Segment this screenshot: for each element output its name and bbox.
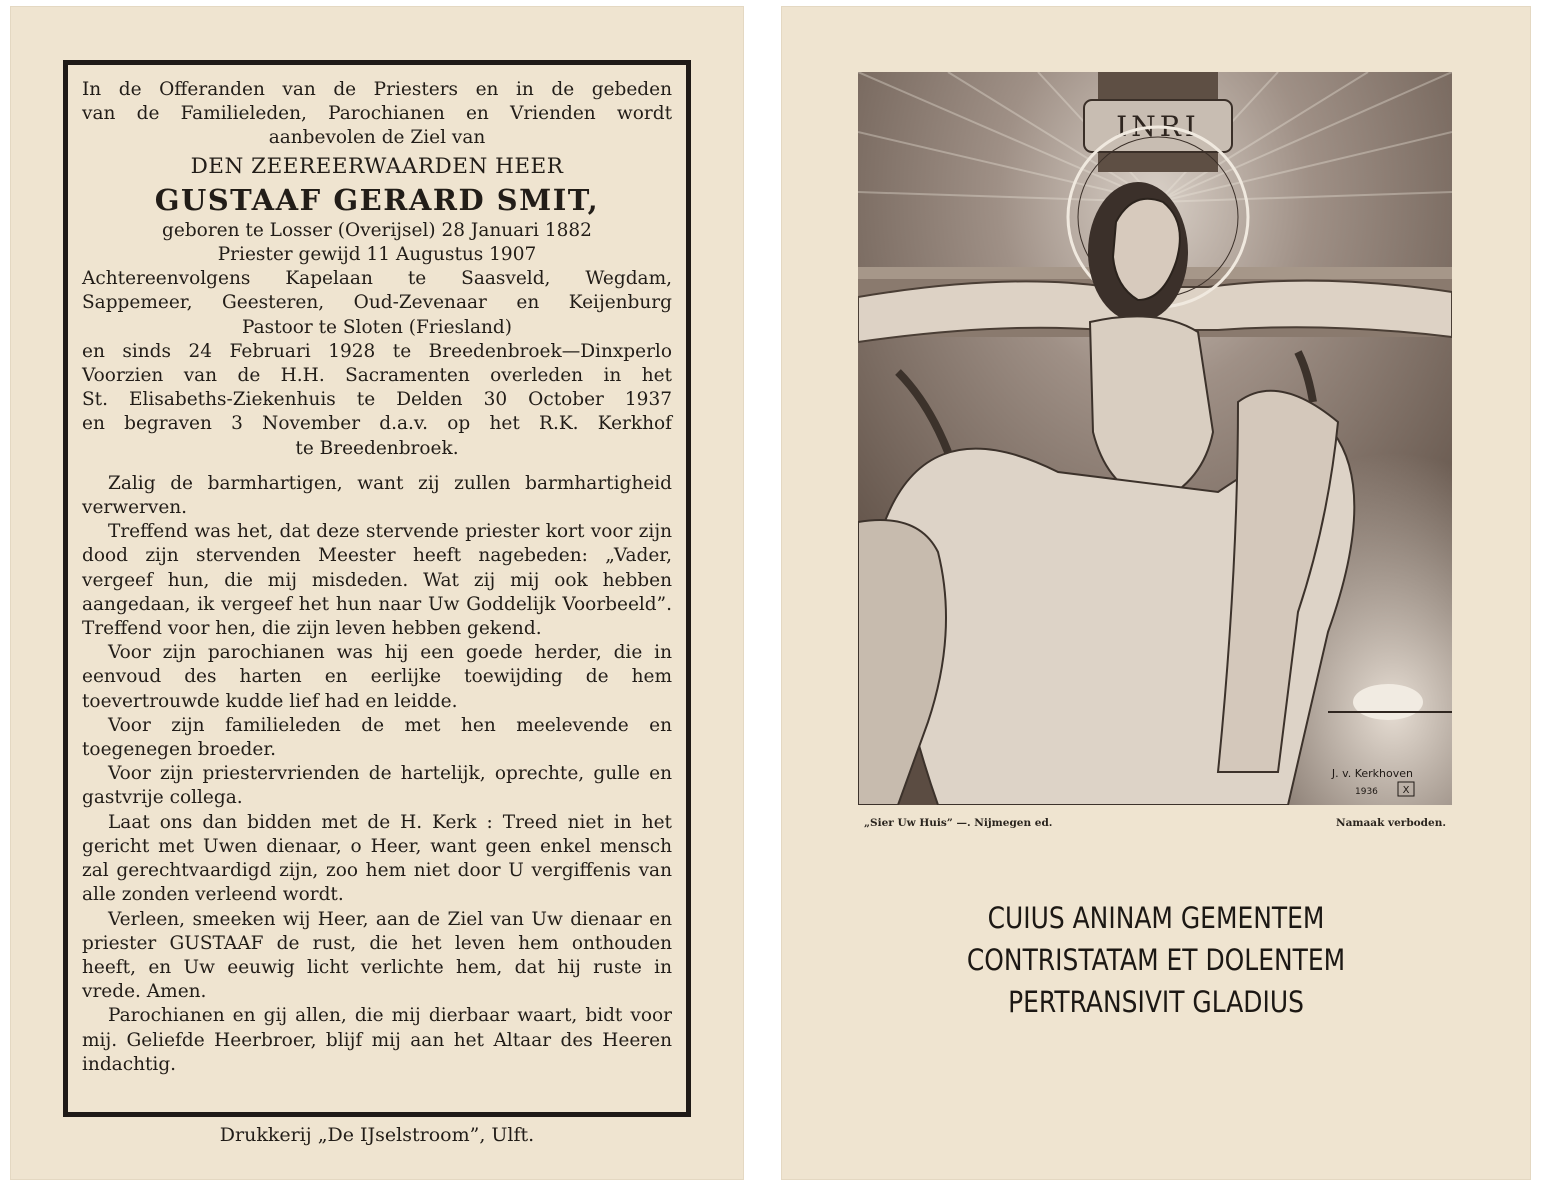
signature-numeral: X	[1402, 785, 1410, 796]
biography-line: Voorzien van de H.H. Sacramenten overleden in het	[82, 365, 672, 387]
copyright-caption: Namaak verboden.	[1335, 817, 1446, 829]
prayer-paragraph: Laat ons dan bidden met de H. Kerk : Treed niet in het gericht met Uwen dienaar, o Heer, want geen enkel mensch zal gerechtvaardigd zijn, zoo hem niet door U vergiffenis van alle zonden verleend wordt.	[82, 811, 672, 906]
biography-line: Pastoor te Sloten (Friesland)	[242, 316, 512, 338]
prayer-paragraph: Zalig de barmhartigen, want zij zullen barmhartigheid verwerven.	[82, 472, 672, 519]
biography-line: Priester gewijd 11 Augustus 1907	[217, 244, 537, 266]
prayer-paragraph: Parochianen en gij allen, die mij dierbaar waart, bidt voor mij. Geliefde Heerbroer, blijf mij aan het Altaar des Heeren indachtig.	[82, 1005, 672, 1075]
intro-line: van de Familieleden, Parochianen en Vrienden wordt	[82, 103, 672, 125]
intro-line: aanbevolen de Ziel van	[268, 127, 486, 149]
biography-line: St. Elisabeths-Ziekenhuis te Delden 30 October 1937	[82, 389, 672, 411]
intro-line: In de Offeranden van de Priesters en in de gebeden	[82, 79, 672, 100]
publisher-caption: „Sier Uw Huis” —. Nijmegen ed.	[864, 817, 1053, 829]
crucifixion-illustration	[858, 72, 1452, 805]
biography-line: Sappemeer, Geesteren, Oud-Zevenaar en Keijenburg	[82, 292, 672, 314]
biography-line: en sinds 24 Februari 1928 te Breedenbroek—Dinxperlo	[82, 340, 672, 362]
biography-line: Achtereenvolgens Kapelaan te Saasveld, Wegdam,	[82, 268, 672, 290]
honorific-title: DEN ZEEREERWAARDEN HEER	[190, 153, 564, 179]
biography-line: en begraven 3 November d.a.v. op het R.K. Kerkhof	[82, 413, 672, 435]
prayer-paragraph: Treffend was het, dat deze stervende priester kort voor zijn dood zijn stervenden Meester heeft nagebeden: „Vader, vergeef hun, die mij misdeden. Wat zij mij ook hebben aangedaan, ik vergeef het hun naar Uw Goddelijk Voorbeeld”. Treffend voor hen, die zijn leven hebben gekend.	[82, 521, 672, 640]
latin-inscription	[834, 897, 1477, 1023]
memorial-card-text-side	[11, 7, 743, 1179]
prayer-paragraph: Verleen, smeeken wij Heer, aan de Ziel van Uw dienaar en priester GUSTAAF de rust, die het leven hem onthouden heeft, en Uw eeuwig licht verlichte hem, dat hij ruste in vrede. Amen.	[82, 908, 672, 1003]
signature-year: 1936	[1355, 787, 1378, 797]
prayer-paragraph: Voor zijn priestervrienden de hartelijk, oprechte, gulle en gastvrije collega.	[82, 763, 672, 809]
memorial-card-image-side	[782, 7, 1530, 1179]
biography-line: geboren te Losser (Overijsel) 28 Januari 1882	[162, 219, 592, 241]
rising-sun	[1353, 684, 1423, 720]
inri-inscription: INRI	[1116, 110, 1200, 143]
prayer-paragraph: Voor zijn parochianen was hij een goede herder, die in eenvoud des harten en eerlijke toewijding de hem toevertrouwde kudde lief had en leidde.	[82, 642, 672, 712]
artist-signature: J. v. Kerkhoven	[1331, 767, 1413, 780]
black-border-frame	[63, 60, 691, 1117]
prayer-paragraph: Voor zijn familieleden de met hen meelevende en toegenegen broeder.	[82, 714, 672, 761]
crucifixion-print	[858, 72, 1452, 805]
latin-line: PERTRANSIVIT GLADIUS	[1008, 985, 1304, 1019]
latin-line: CUIUS ANINAM GEMENTEM	[987, 901, 1325, 935]
biography-line: te Breedenbroek.	[295, 437, 459, 459]
deceased-name: GUSTAAF GERARD SMIT,	[154, 182, 600, 217]
latin-line: CONTRISTATAM ET DOLENTEM	[966, 943, 1346, 977]
printer-imprint: Drukkerij „De IJselstroom”, Ulft.	[219, 1124, 535, 1146]
